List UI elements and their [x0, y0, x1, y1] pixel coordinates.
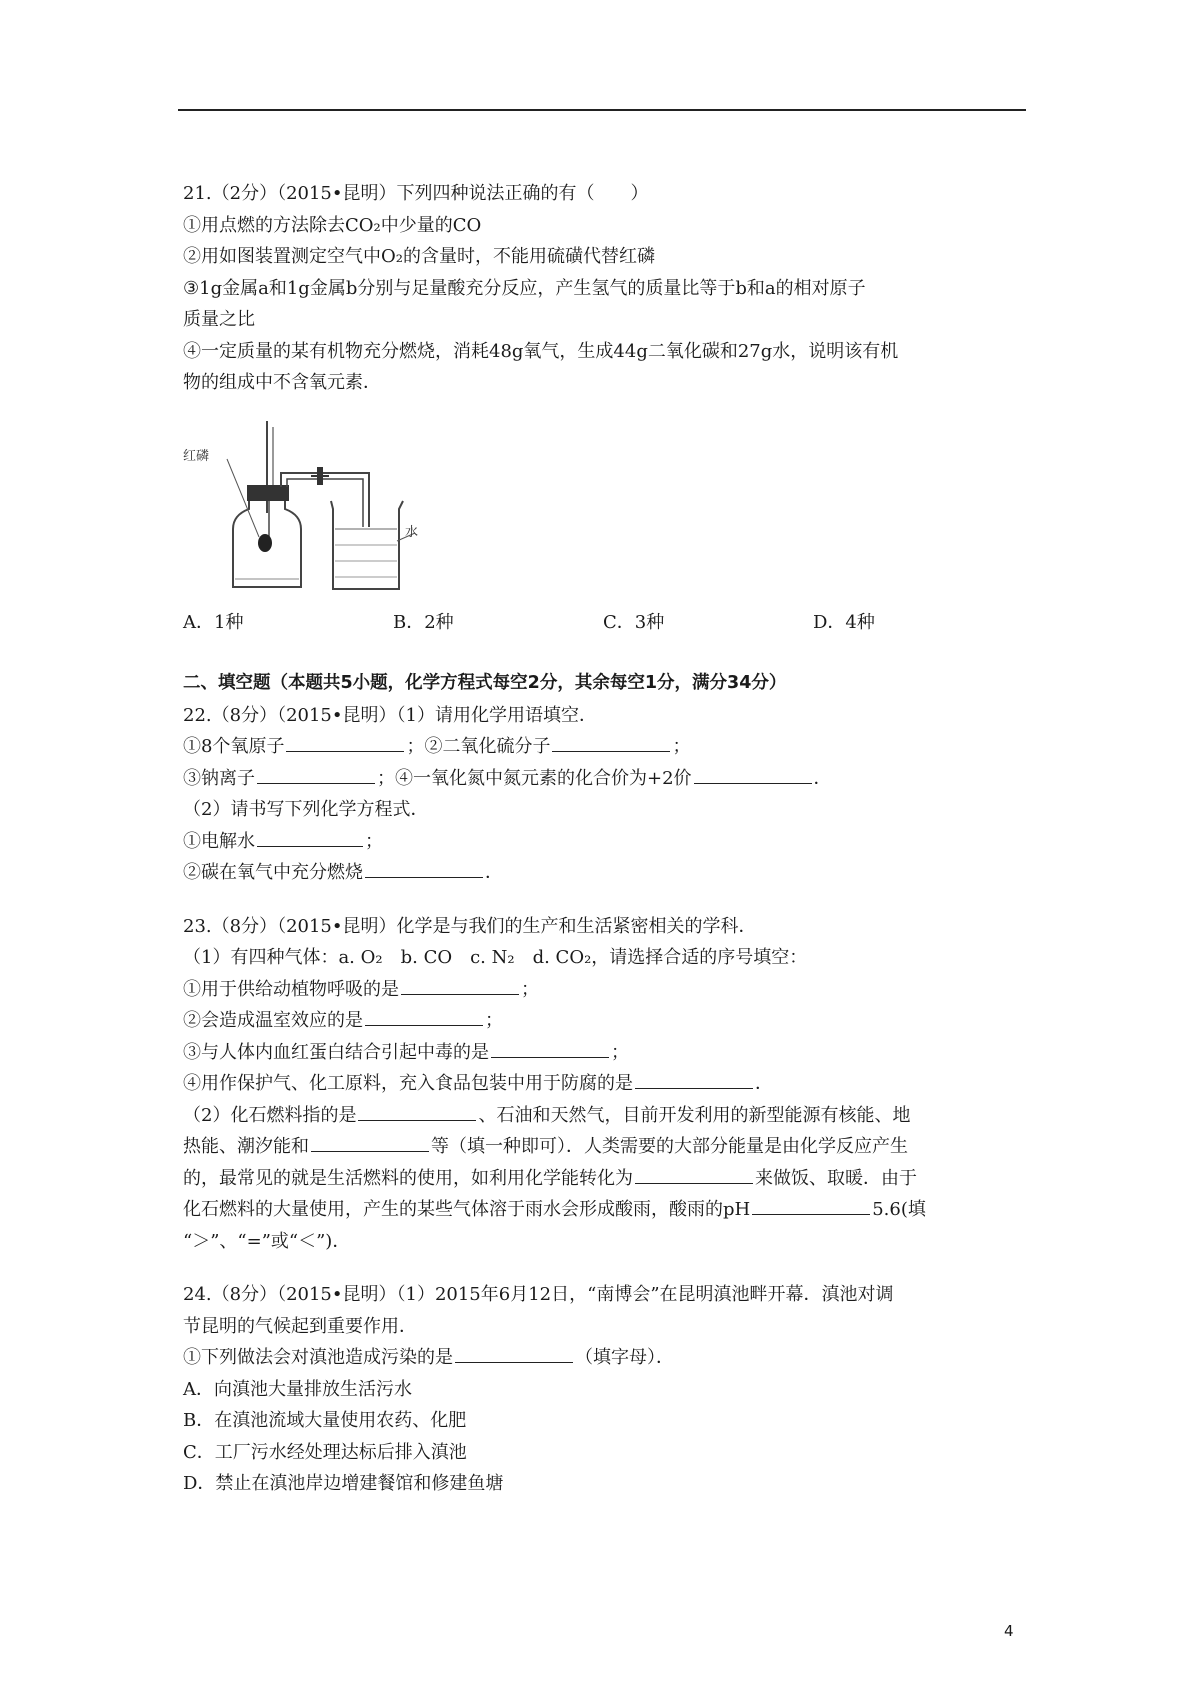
answer-blank [358, 1102, 476, 1121]
page-number: 4 [1004, 1622, 1014, 1640]
prompt-text: ③钠离子 [183, 767, 255, 789]
prompt-text: ； [611, 1041, 629, 1063]
prompt-text: （2）化石燃料指的是 [183, 1104, 357, 1126]
prompt-text: ． [813, 767, 832, 789]
fill-row-1 [183, 974, 1028, 1006]
statement-2: ②用如图装置测定空气中O₂的含量时，不能用硫磺代替红磷 [183, 246, 655, 267]
prompt-text: ；④一氧化氮中氮元素的化合价为+2价 [377, 767, 692, 789]
prompt-text: 热能、潮汐能和 [183, 1136, 309, 1157]
prompt-text: 等（填一种即可）．人类需要的大部分能量是由化学反应产生 [431, 1136, 908, 1157]
prompt-text: 的，最常见的就是生活燃料的使用，如利用化学能转化为 [183, 1167, 633, 1189]
question-23 [183, 911, 1028, 1258]
option-c: C．工厂污水经处理达标后排入滇池 [183, 1441, 467, 1463]
option-b: B．2种 [393, 611, 454, 633]
option-b: B．在滇池流域大量使用农药、化肥 [183, 1410, 467, 1431]
prompt-text: ； [485, 1010, 503, 1031]
statement-4-cont: 物的组成中不含氧元素． [183, 372, 381, 393]
paragraph-line-1 [183, 1100, 1028, 1132]
fill-row-4 [183, 1068, 1028, 1100]
paragraph-line-2 [183, 1131, 1028, 1163]
answer-blank [694, 765, 812, 784]
answer-blank [365, 859, 483, 878]
statement-4: ④一定质量的某有机物充分燃烧，消耗48g氧气，生成44g二氧化碳和27g水，说明该有机 [183, 340, 899, 362]
prompt-text: ； [672, 736, 691, 757]
prompt-text: ③与人体内血红蛋白结合引起中毒的是 [183, 1041, 489, 1063]
fill-row-4 [183, 857, 1028, 889]
option-a: A．向滇池大量排放生活污水 [183, 1378, 412, 1400]
apparatus-figure [183, 417, 423, 601]
apparatus-diagram [183, 417, 423, 601]
statement-1: ①用点燃的方法除去CO₂中少量的CO [183, 214, 482, 236]
answer-blank [401, 976, 519, 995]
sub-question-2: （2）请书写下列化学方程式． [183, 799, 429, 820]
paragraph-line-5: “＞”、“=”或“＜”)． [183, 1230, 351, 1252]
option-d: D．4种 [813, 611, 875, 633]
fill-row-1 [183, 731, 1028, 763]
section-heading: 二、填空题（本题共5小题，化学方程式每空2分，其余每空1分，满分34分） [183, 673, 787, 693]
question-21 [183, 178, 1028, 638]
question-stem: 21.（2分）（2015•昆明）下列四种说法正确的有（ ） [183, 183, 649, 204]
prompt-text: ①8个氧原子 [183, 736, 285, 757]
sub-question-1: （1）有四种气体：a. O₂ b. CO c. N₂ d. CO₂，请选择合适的序号填空： [183, 947, 808, 968]
option-c: C．3种 [603, 611, 665, 633]
prompt-text: ． [755, 1073, 773, 1094]
prompt-text: 5.6(填 [872, 1199, 926, 1220]
prompt-text: 来做饭、取暖．由于 [755, 1167, 917, 1189]
prompt-text: ①下列做法会对滇池造成污染的是 [183, 1347, 453, 1368]
fill-row-3 [183, 1037, 1028, 1069]
prompt-text: ； [365, 830, 383, 852]
prompt-text: ④用作保护气、化工原料，充入食品包装中用于防腐的是 [183, 1073, 633, 1094]
fill-row-2 [183, 1005, 1028, 1037]
prompt-text: ； [521, 978, 539, 1000]
answer-options [183, 607, 1028, 639]
answer-blank [455, 1344, 573, 1363]
question-stem: 22.（8分）（2015•昆明）（1）请用化学用语填空． [183, 704, 597, 726]
prompt-text: ；②二氧化硫分子 [406, 736, 551, 757]
answer-blank [257, 828, 363, 847]
prompt-text: 、石油和天然气，目前开发利用的新型能源有核能、地 [478, 1104, 911, 1126]
answer-blank [311, 1133, 429, 1152]
question-stem: 23.（8分）（2015•昆明）化学是与我们的生产和生活紧密相关的学科． [183, 915, 757, 937]
fill-row-3 [183, 826, 1028, 858]
answer-blank [635, 1165, 753, 1184]
option-a: A．1种 [183, 611, 244, 633]
question-stem: 24.（8分）（2015•昆明）（1）2015年6月12日，“南博会”在昆明滇池畔开幕．滇池对调 [183, 1284, 894, 1305]
question-stem-cont: 节昆明的气候起到重要作用． [183, 1315, 417, 1337]
header-rule [178, 109, 1026, 111]
answer-blank [257, 765, 375, 784]
answer-blank [491, 1039, 609, 1058]
answer-blank [552, 733, 670, 752]
prompt-text: ②碳在氧气中充分燃烧 [183, 862, 363, 883]
statement-3: ③1g金属a和1g金属b分别与足量酸充分反应，产生氢气的质量比等于b和a的相对原子 [183, 277, 866, 299]
prompt-text: ①用于供给动植物呼吸的是 [183, 978, 399, 1000]
prompt-text: ． [485, 862, 503, 883]
statement-3-cont: 质量之比 [183, 309, 255, 330]
prompt-text: （填字母）． [575, 1347, 674, 1368]
paragraph-line-4 [183, 1194, 1028, 1226]
page-content [183, 178, 1028, 1500]
answer-blank [365, 1007, 483, 1026]
fill-row-2 [183, 763, 1028, 795]
answer-blank [752, 1196, 870, 1215]
paragraph-line-3 [183, 1163, 1028, 1195]
fill-row-1 [183, 1342, 1028, 1374]
label-water: 水 [405, 524, 419, 540]
question-24 [183, 1279, 1028, 1500]
answer-blank [286, 733, 404, 752]
label-red-phosphorus: 红磷 [183, 448, 210, 464]
question-22 [183, 700, 1028, 889]
prompt-text: 化石燃料的大量使用，产生的某些气体溶于雨水会形成酸雨，酸雨的pH [183, 1199, 751, 1220]
option-d: D．禁止在滇池岸边增建餐馆和修建鱼塘 [183, 1473, 504, 1494]
prompt-text: ①电解水 [183, 830, 255, 852]
answer-blank [635, 1070, 753, 1089]
prompt-text: ②会造成温室效应的是 [183, 1010, 363, 1031]
